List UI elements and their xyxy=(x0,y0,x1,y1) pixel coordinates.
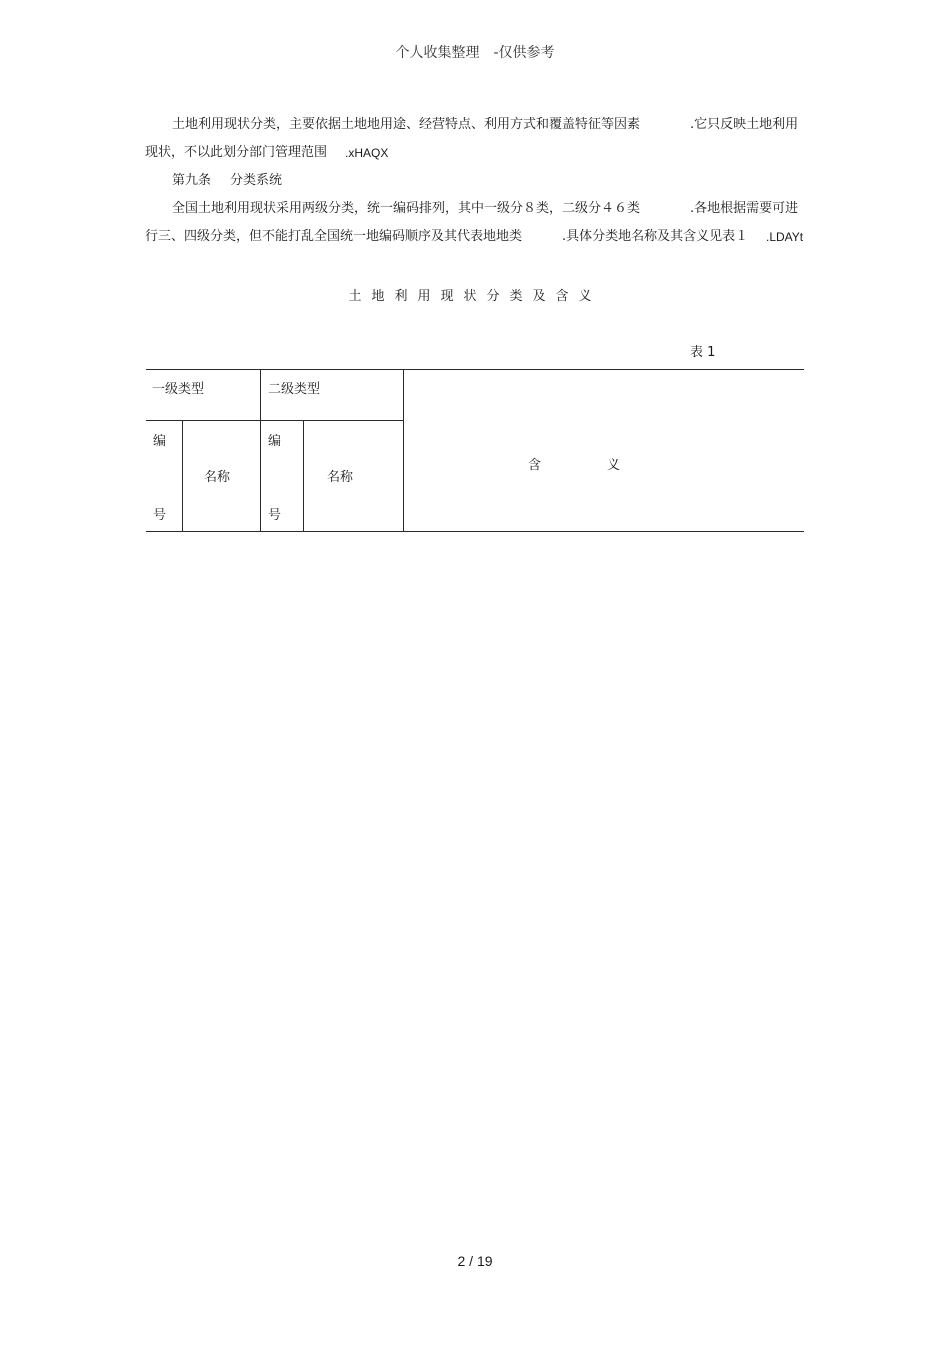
table-col-divider-1 xyxy=(182,420,183,532)
level2-code-bottom: 号 xyxy=(268,508,282,523)
p2-line1-tail: .各地根据需要可进 xyxy=(690,201,799,216)
p2-line2-text: 行三、四级分类，但不能打乱全国统一地编码顺序及其代表地地类 xyxy=(145,229,523,244)
p2-line2-tail: .LDAYt xyxy=(766,230,804,244)
header-left-text: 个人收集整理 xyxy=(395,45,480,61)
table-col-divider-2 xyxy=(260,369,261,532)
p2-line1-text: 全国土地利用现状采用两级分类，统一编码排列，其中一级分８类，二级分４６类 xyxy=(172,201,641,216)
table-title: 土地利用现状分类及含义 xyxy=(348,289,602,304)
p2-line2-mid: .具体分类地名称及其含义见表１ xyxy=(562,229,749,244)
page-number: 2 / 19 xyxy=(457,1253,493,1269)
p1-line1-text: 土地利用现状分类，主要依据土地地用途、经营特点、利用方式和覆盖特征等因素 xyxy=(172,117,641,132)
p1-line2-text: 现状，不以此划分部门管理范围 xyxy=(145,145,328,160)
level1-code-bottom: 号 xyxy=(153,508,167,523)
header-level2-type: 二级类型 xyxy=(268,382,321,397)
meaning-header-char-2: 义 xyxy=(607,458,621,473)
header-level1-type: 一级类型 xyxy=(152,382,205,397)
page-header xyxy=(0,42,950,62)
article-number: 第九条 xyxy=(172,173,212,188)
paragraph-1-line-1 xyxy=(172,116,640,133)
table-col-divider-3 xyxy=(303,420,304,532)
table-number: 表 1 xyxy=(690,345,716,360)
level1-code-top: 编 xyxy=(153,434,167,449)
table-col-divider-4 xyxy=(403,369,404,532)
p1-line2-tail: .xHAQX xyxy=(345,146,389,160)
p1-line1-tail: .它只反映土地利用 xyxy=(690,117,799,132)
article-title: 分类系统 xyxy=(230,173,283,188)
meaning-header-char-1: 含 xyxy=(528,458,542,473)
table-header-divider xyxy=(146,420,404,421)
table-top-border xyxy=(146,369,804,370)
table-bottom-border xyxy=(146,531,804,532)
header-right-text: -仅供参考 xyxy=(493,45,555,61)
level1-name-header: 名称 xyxy=(204,470,231,485)
level2-name-header: 名称 xyxy=(327,470,354,485)
level2-code-top: 编 xyxy=(268,434,282,449)
